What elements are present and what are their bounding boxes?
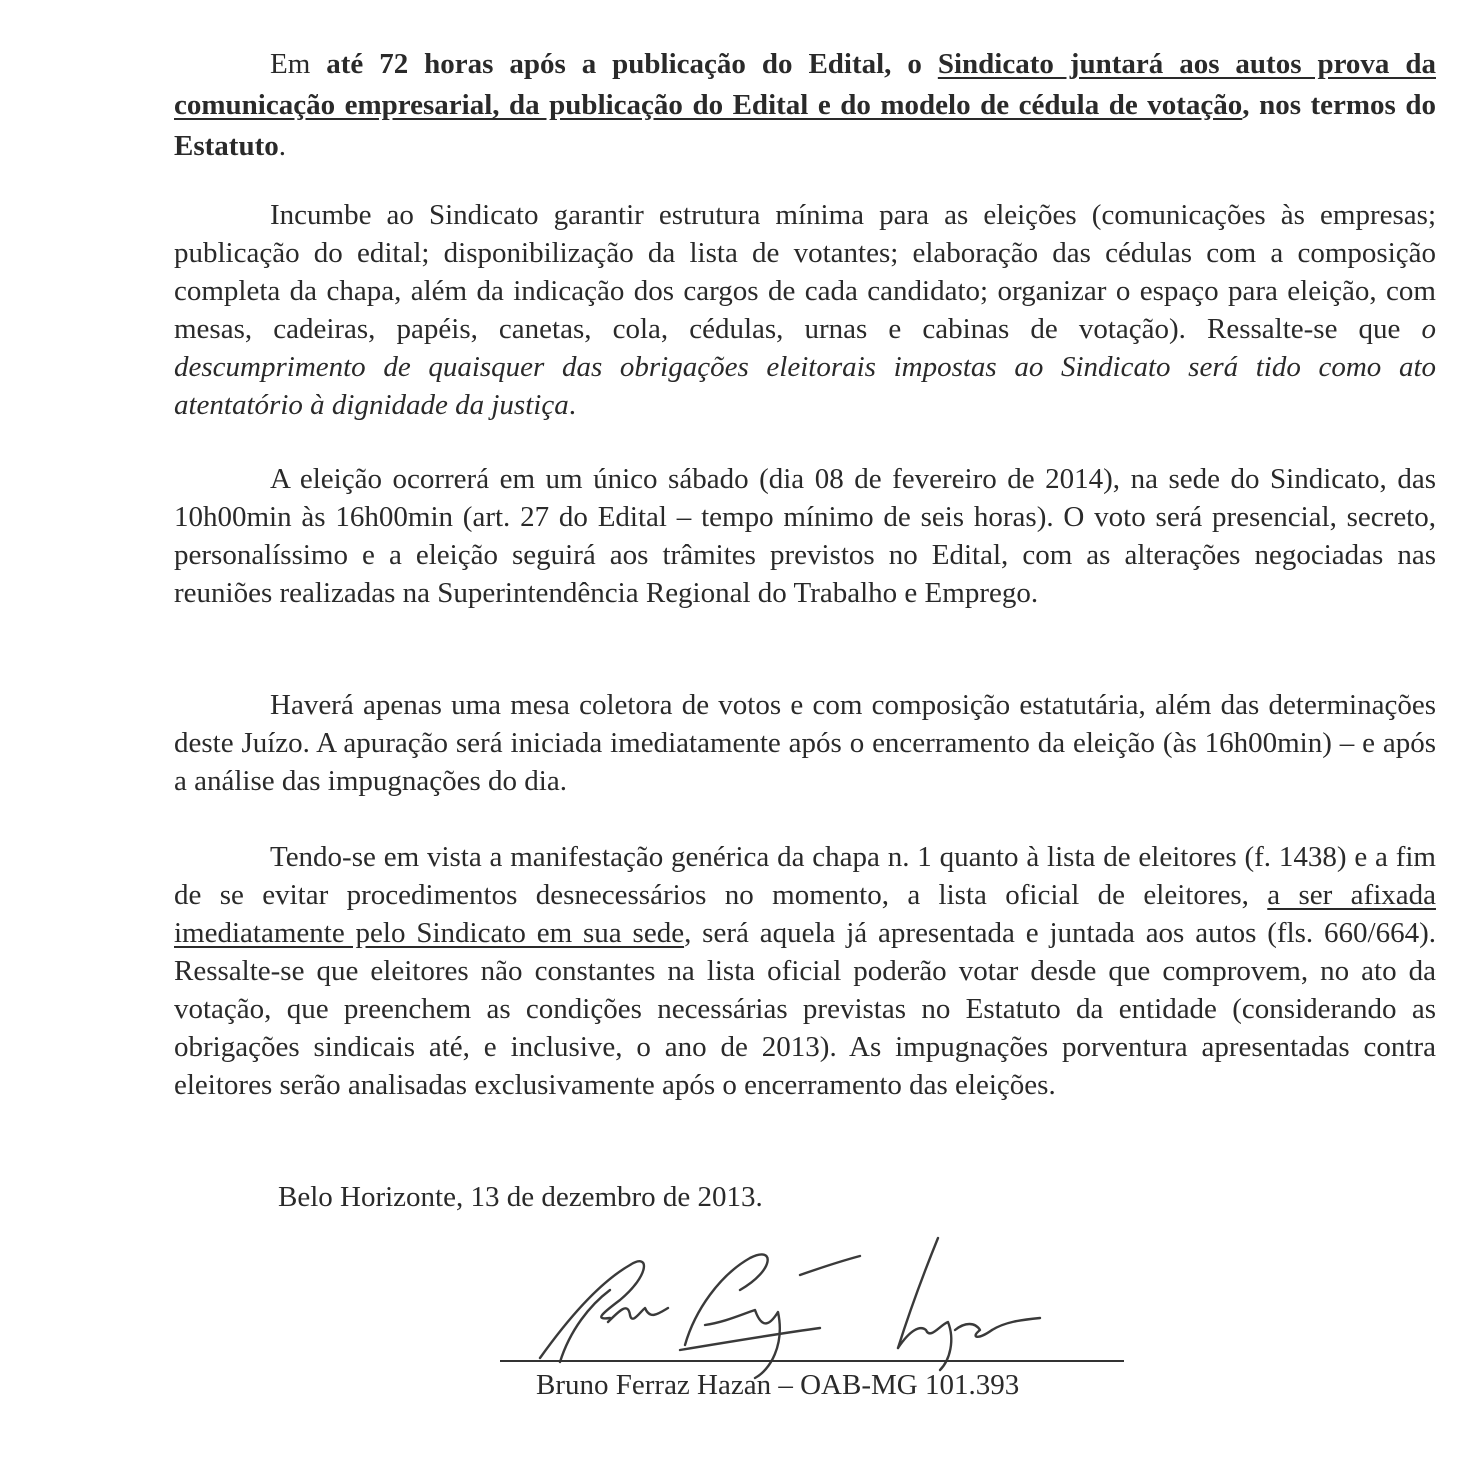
signer-name: Bruno Ferraz Hazan – OAB-MG 101.393 [536, 1369, 1020, 1401]
p1-bold-underlined-obligation: Sindicato juntará aos autos prova da comunicação empresarial, da publicação do Edital e do modelo de cédula de votação [174, 48, 1436, 121]
p2-italic-warning: o descumprimento de quaisquer das obrigações eleitorais impostas ao Sindicato será tido como ato atentatório à dignidade da justiça [174, 313, 1436, 421]
p5-underlined-posting: a ser afixada imediatamente pelo Sindicato em sua sede [174, 879, 1437, 949]
p2-text: Incumbe ao Sindicato garantir estrutura mínima para as eleições (comunicações às empresas; publicação do edital; disponibilização da lista de votantes; elaboração das cédulas com a composição completa da chapa, além da indicação dos cargos de cada candidato; organizar o espaço para eleição, com mesas, cadeiras, papéis, canetas, cola, cédulas, urnas e cabinas de votação). Ressalte-se que [174, 199, 1436, 345]
p5-text-end: , será aquela já apresentada e juntada aos autos (fls. 660/664). Ressalte-se que eleitores não constantes na lista oficial poderão votar desde que comprovem, no ato da votação, que preenchem as condições necessárias previstas no Estatuto da entidade (considerando as obrigações sindicais até, e inclusive, o ano de 2013). As impugnações porventura apresentadas contra eleitores serão analisadas exclusivamente após o encerramento das eleições. [174, 917, 1436, 1101]
paragraph-publication-deadline [174, 44, 1436, 167]
date-line: Belo Horizonte, 13 de dezembro de 2013. [278, 1181, 763, 1213]
p5-text: Tendo-se em vista a manifestação genérica da chapa n. 1 quanto à lista de eleitores (f. 1438) e a fim de se evitar procedimentos desnecessários no momento, a lista oficial de eleitores, [174, 841, 1436, 911]
p3-text: A eleição ocorrerá em um único sábado (dia 08 de fevereiro de 2014), na sede do Sindicato, das 10h00min às 16h00min (art. 27 do Edital – tempo mínimo de seis horas). O voto será presencial, secreto, personalíssimo e a eleição seguirá aos trâmites previstos no Edital, com as alterações negociadas nas reuniões realizadas na Superintendência Regional do Trabalho e Emprego. [174, 463, 1436, 609]
p1-lead: Em [270, 48, 327, 80]
paragraph-election-structure [174, 196, 1436, 424]
p2-end: . [568, 389, 576, 421]
signature-line [500, 1360, 1124, 1362]
p1-end: . [278, 130, 286, 162]
p1-bold-statute: , nos termos do Estatuto [174, 89, 1436, 162]
handwritten-signature [500, 1230, 1140, 1380]
paragraph-voter-list [174, 838, 1436, 1104]
paragraph-election-date [174, 460, 1436, 612]
p1-bold-deadline: até 72 horas após a publicação do Edital, o [326, 48, 938, 80]
paragraph-vote-collection [174, 686, 1436, 800]
p4-text: Haverá apenas uma mesa coletora de votos e com composição estatutária, além das determinações deste Juízo. A apuração será iniciada imediatamente após o encerramento da eleição (às 16h00min) – e após a análise das impugnações do dia. [174, 689, 1436, 797]
